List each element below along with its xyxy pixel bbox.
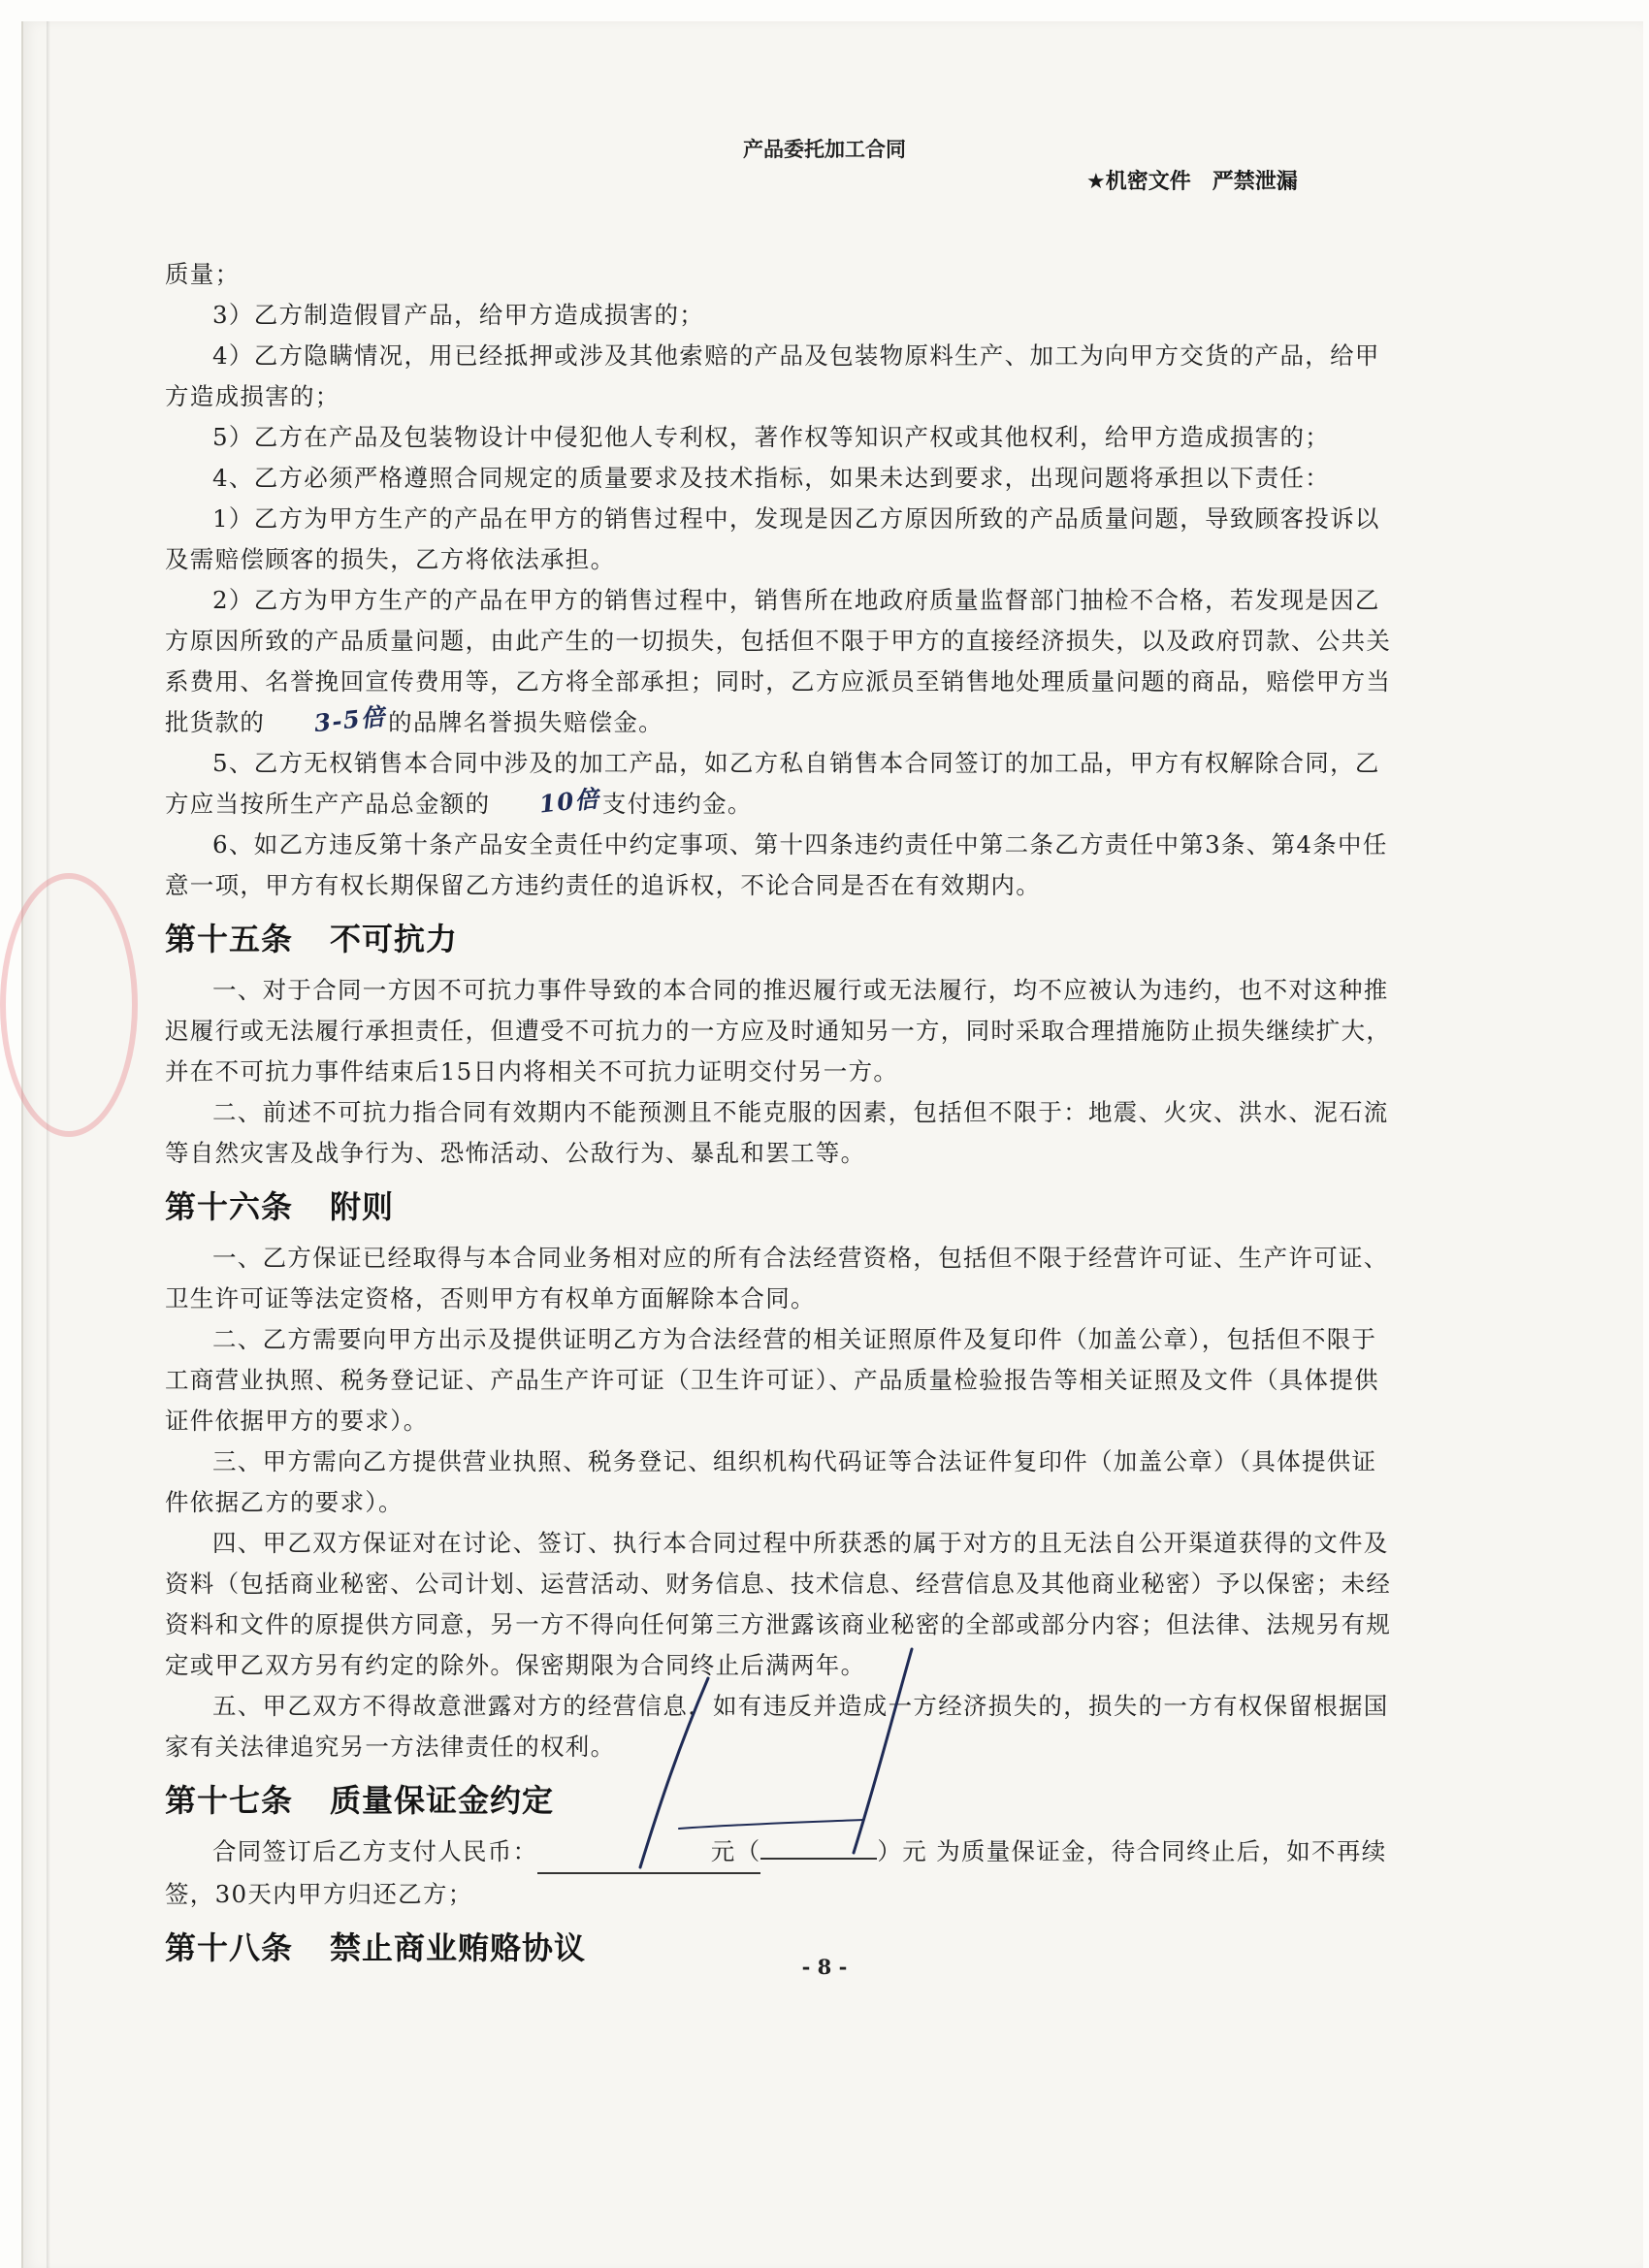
deposit-amount-blank: 元（ [537, 1831, 760, 1874]
article-15-title: 不可抗力 [330, 921, 459, 957]
clause-5-text-b: 支付违约金。 [601, 790, 753, 818]
handwritten-penalty: 10倍 [537, 784, 602, 819]
article-15-paragraph-2: 二、前述不可抗力指合同有效期内不能预测且不能克服的因素，包括但不限于：地震、火灾、洪水、泥石流等自然灾害及战争行为、恐怖活动、公敌行为、暴乱和罢工等。 [165, 1098, 1389, 1167]
handwritten-multiplier: 3-5倍 [312, 701, 388, 738]
article-18-title: 禁止商业贿赂协议 [330, 1929, 587, 1966]
article-15-number: 第十五条 [165, 921, 294, 957]
article-16-number: 第十六条 [165, 1188, 294, 1225]
clause-5-text-a: 5、乙方无权销售本合同中涉及的加工产品，如乙方私自销售本合同签订的加工品，甲方有权解除合同，乙方应当按所生产产品总金额的 [165, 749, 1380, 818]
article-15-heading [165, 914, 1402, 964]
article-16-paragraph-1: 一、乙方保证已经取得与本合同业务相对应的所有合法经营资格，包括但不限于经营许可证、生产许可证、卫生许可证等法定资格，否则甲方有权单方面解除本合同。 [165, 1244, 1389, 1312]
article-16-title: 附则 [330, 1188, 395, 1225]
deposit-text-b: ）元 为质量保证金，待合同终止后，如不再续签，30天内甲方归还乙方； [165, 1837, 1387, 1908]
paragraph-quality: 质量； [165, 260, 241, 288]
clause-5 [165, 743, 1402, 825]
article-16-paragraph-4: 四、甲乙双方保证对在讨论、签订、执行本合同过程中所获悉的属于对方的且无法自公开渠道获得的文件及资料（包括商业秘密、公司计划、运营活动、财务信息、技术信息、经营信息及其他商业秘密）予以保密；未经资料和文件的原提供方同意，另一方不得向任何第三方泄露该商业秘密的全部或部分内容；但法律、法规另有规定或甲乙双方另有约定的除外。保密期限为合同终止后满两年。 [165, 1529, 1392, 1679]
binding-edge-shadow [47, 21, 50, 2268]
article-16-paragraph-2: 二、乙方需要向甲方出示及提供证明乙方为合法经营的相关证照原件及复印件（加盖公章），包括但不限于工商营业执照、税务登记证、产品生产许可证（卫生许可证）、产品质量检验报告等相关证照及文件（具体提供证件依据甲方的要求）。 [165, 1325, 1379, 1435]
clause-4-2-text-a: 2）乙方为甲方生产的产品在甲方的销售过程中，销售所在地政府质量监督部门抽检不合格，若发现是因乙方原因所致的产品质量问题，由此产生的一切损失，包括但不限于甲方的直接经济损失，以及政府罚款、公共关系费用、名誉挽回宣传费用等，乙方将全部承担；同时，乙方应派员至销售地处理质量问题的商品，赔偿甲方当批货款的 [165, 586, 1392, 736]
article-16-paragraph-3: 三、甲方需向乙方提供营业执照、税务登记、组织机构代码证等合法证件复印件（加盖公章）（具体提供证件依据乙方的要求）。 [165, 1447, 1377, 1516]
item-4: 4）乙方隐瞒情况，用已经抵押或涉及其他索赔的产品及包装物原料生产、加工为向甲方交货的产品，给甲方造成损害的； [165, 341, 1380, 410]
item-5: 5）乙方在产品及包装物设计中侵犯他人专利权，著作权等知识产权或其他权利，给甲方造成损害的； [212, 423, 1331, 451]
clause-4-2-text-b: 的品牌名誉损失赔偿金。 [388, 708, 663, 736]
article-15-paragraph-1: 一、对于合同一方因不可抗力事件导致的本合同的推迟履行或无法履行，均不应被认为违约，也不对这种推迟履行或无法履行承担责任，但遭受不可抗力的一方应及时通知另一方，同时采取合理措施防止损失继续扩大，并在不可抗力事件结束后15日内将相关不可抗力证明交付另一方。 [165, 976, 1392, 1085]
deposit-text-a: 合同签订后乙方支付人民币： [212, 1837, 538, 1865]
clause-6: 6、如乙方违反第十条产品安全责任中约定事项、第十四条违约责任中第二条乙方责任中第3条、第4条中任意一项，甲方有权长期保留乙方违约责任的追诉权，不论合同是否在有效期内。 [165, 830, 1388, 899]
deposit-amount-words-blank [760, 1858, 877, 1860]
page-number: - 8 - [801, 1955, 848, 1979]
document-body [165, 254, 1402, 1979]
item-3: 3）乙方制造假冒产品，给甲方造成损害的； [212, 301, 705, 329]
article-16-paragraph-5: 五、甲乙双方不得故意泄露对方的经营信息，如有违反并造成一方经济损失的，损失的一方有权保留根据国家有关法律追究另一方法律责任的权利。 [165, 1692, 1389, 1761]
red-seal-stamp-fragment [0, 873, 138, 1137]
clause-4-intro: 4、乙方必须严格遵照合同规定的质量要求及技术指标，如果未达到要求，出现问题将承担以下责任： [212, 464, 1331, 492]
clause-4-1: 1）乙方为甲方生产的产品在甲方的销售过程中，发现是因乙方原因所致的产品质量问题，导致顾客投诉以及需赔偿顾客的损失，乙方将依法承担。 [165, 504, 1380, 573]
article-16-heading [165, 1182, 1402, 1232]
article-18-number: 第十八条 [165, 1929, 294, 1966]
confidential-mark: ★机密文件 严禁泄漏 [1086, 170, 1298, 194]
document-title-header: 产品委托加工合同 [743, 138, 906, 161]
article-17-paragraph-1 [165, 1831, 1402, 1915]
clause-4-2 [165, 580, 1402, 743]
article-17-heading [165, 1775, 1402, 1826]
article-17-title: 质量保证金约定 [330, 1782, 555, 1819]
article-17-number: 第十七条 [165, 1782, 294, 1819]
